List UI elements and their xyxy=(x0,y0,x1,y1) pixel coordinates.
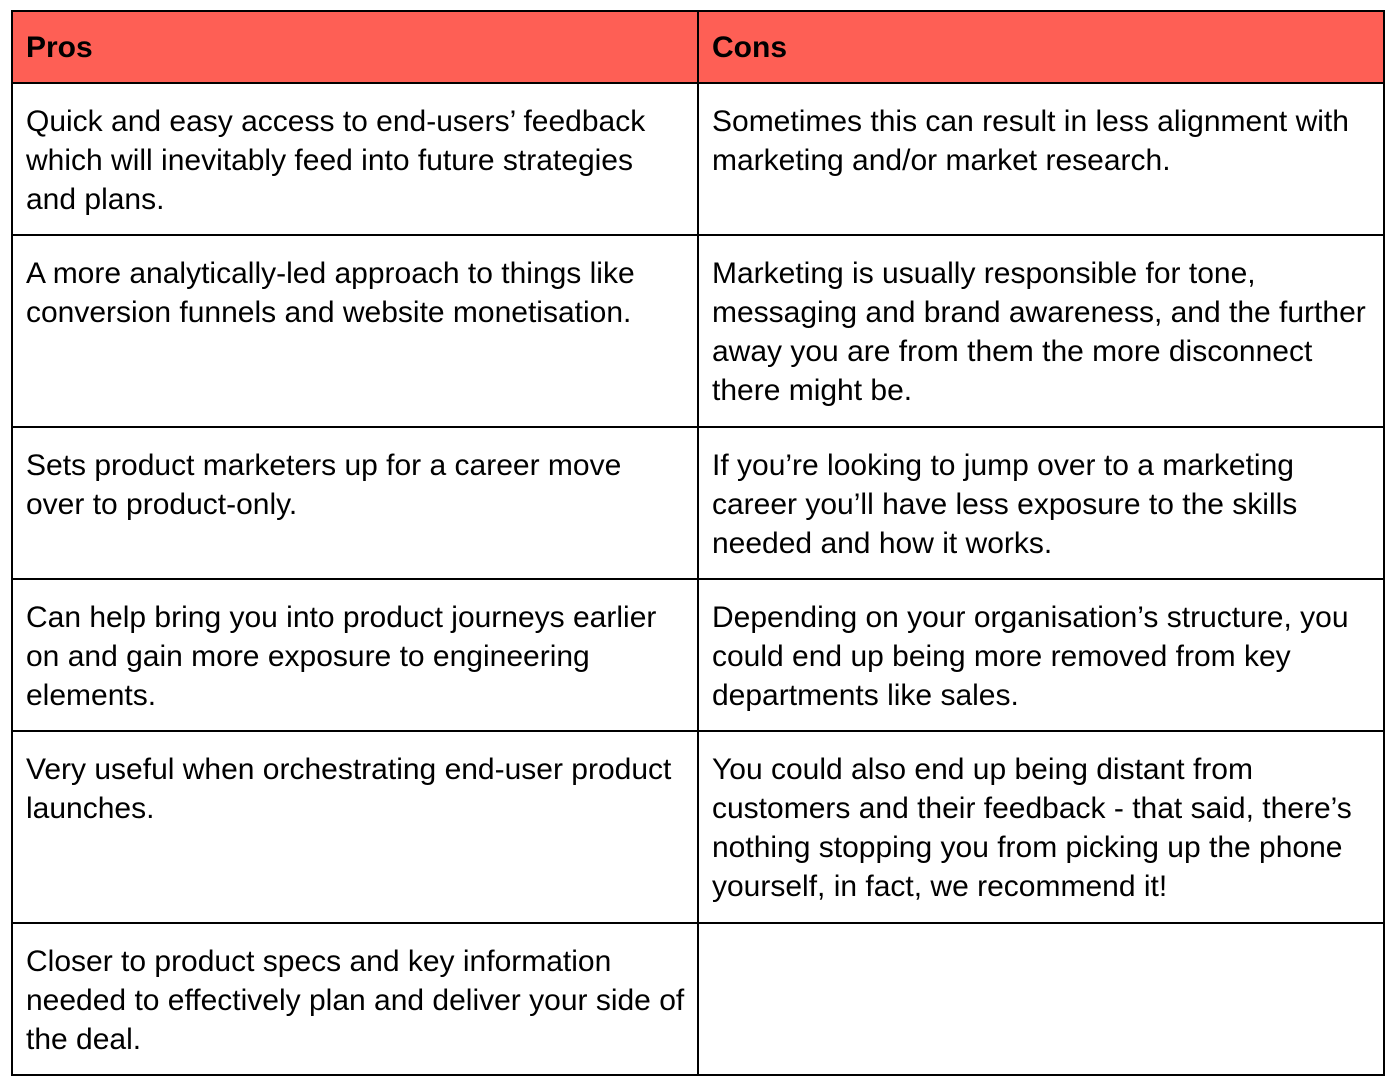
pros-cell: A more analytically-led approach to things like conversion funnels and website monetisation. xyxy=(12,235,698,427)
header-row xyxy=(12,11,1384,83)
cons-cell: Sometimes this can result in less alignment with marketing and/or market research. xyxy=(698,83,1384,235)
pros-cell: Sets product marketers up for a career move over to product-only. xyxy=(12,427,698,579)
cons-cell: Marketing is usually responsible for tone, messaging and brand awareness, and the further away you are from them the more disconnect there might be. xyxy=(698,235,1384,427)
pros-cons-table xyxy=(11,10,1385,1076)
table-row xyxy=(12,923,1384,1075)
table-row xyxy=(12,579,1384,731)
header-pros: Pros xyxy=(12,11,698,83)
pros-cell: Quick and easy access to end-users’ feedback which will inevitably feed into future strategies and plans. xyxy=(12,83,698,235)
cons-cell: You could also end up being distant from customers and their feedback - that said, there’s nothing stopping you from picking up the phone yourself, in fact, we recommend it! xyxy=(698,731,1384,923)
cons-cell: If you’re looking to jump over to a marketing career you’ll have less exposure to the skills needed and how it works. xyxy=(698,427,1384,579)
cons-cell-empty xyxy=(698,923,1384,1075)
header-cons: Cons xyxy=(698,11,1384,83)
pros-cell: Closer to product specs and key information needed to effectively plan and deliver your side of the deal. xyxy=(12,923,698,1075)
table-row xyxy=(12,235,1384,427)
table-row xyxy=(12,731,1384,923)
cons-cell: Depending on your organisation’s structure, you could end up being more removed from key departments like sales. xyxy=(698,579,1384,731)
pros-cell: Can help bring you into product journeys earlier on and gain more exposure to engineering elements. xyxy=(12,579,698,731)
table-header xyxy=(12,11,1384,83)
pros-cell: Very useful when orchestrating end-user product launches. xyxy=(12,731,698,923)
table-row xyxy=(12,83,1384,235)
table-body xyxy=(12,83,1384,1075)
table-row xyxy=(12,427,1384,579)
